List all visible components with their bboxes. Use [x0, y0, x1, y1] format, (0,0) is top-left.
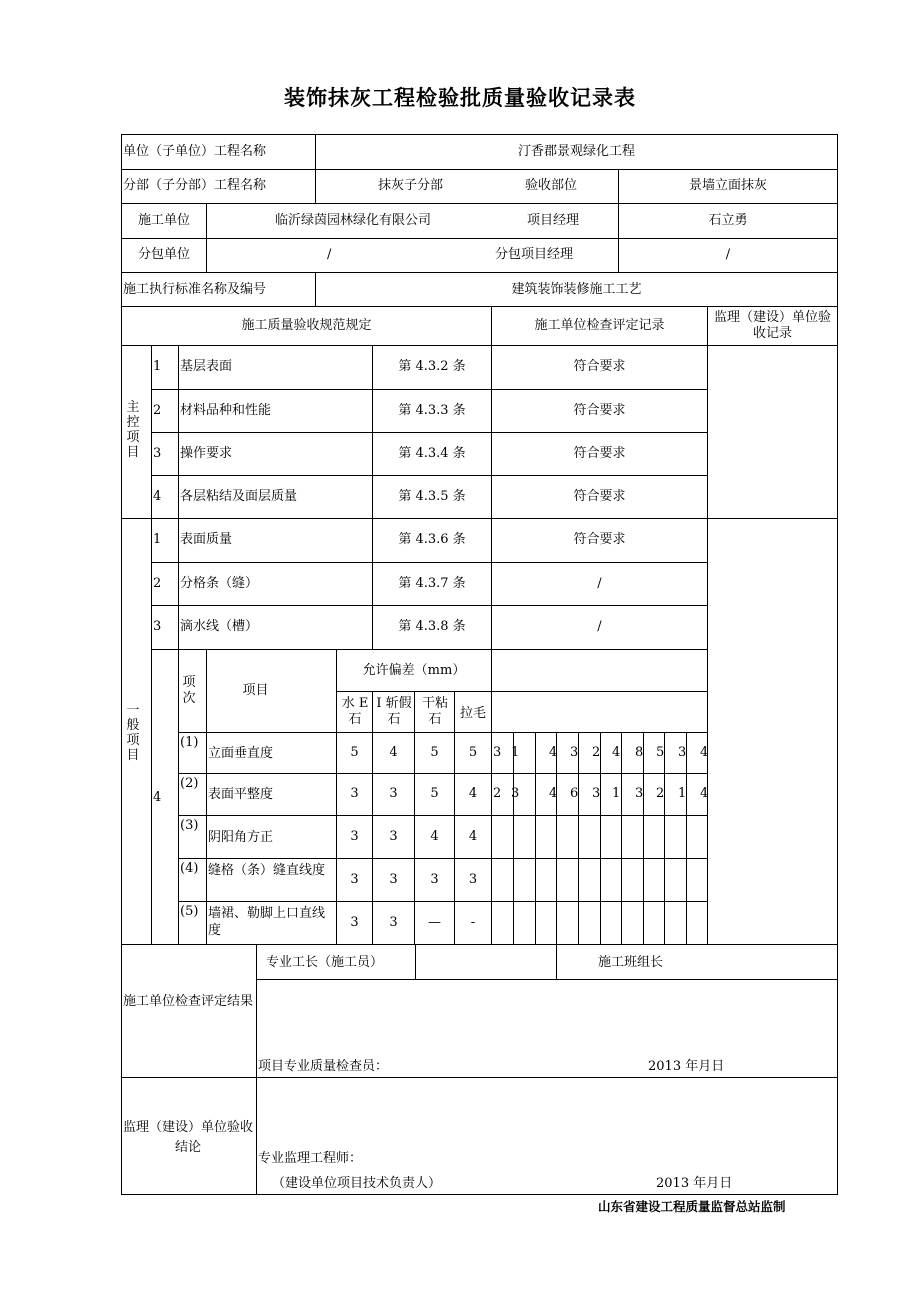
dev-col-ganzhanshi: 干粘石	[421, 696, 448, 727]
dev-row-measured: 2	[493, 786, 502, 801]
dev-item-header: 项目	[242, 683, 269, 698]
dev-row-measured: 3	[570, 745, 579, 760]
construction-result-date: 2013 年月日	[648, 1059, 725, 1074]
page-title: 装饰抹灰工程检验批质量验收记录表	[284, 86, 636, 110]
dev-allow-header: 允许偏差（mm）	[362, 663, 466, 678]
acceptance-part-label: 验收部位	[525, 178, 578, 193]
foreman-label: 专业工长（施工员）	[266, 955, 384, 970]
main-item-result: 符合要求	[573, 446, 626, 461]
main-item-clause: 第 4.3.2 条	[398, 359, 466, 374]
dev-row-measured: 3	[635, 786, 644, 801]
footer-note: 山东省建设工程质量监督总站监制	[598, 1199, 786, 1214]
general-item-number: 1	[153, 532, 162, 547]
subcontract-unit-label: 分包单位	[137, 247, 190, 262]
dev-row-measured: 5	[656, 745, 665, 760]
dev-row-allowance: 3	[389, 829, 398, 844]
standard-label: 施工执行标准名称及编号	[123, 282, 267, 297]
general-item-result: /	[597, 619, 602, 634]
dev-row-measured: 3	[592, 786, 601, 801]
dev-row-measured: 1	[678, 786, 687, 801]
dev-row-allowance: 3	[389, 915, 398, 930]
main-item-name: 材料品种和性能	[180, 403, 272, 418]
dev-row-seq: (3)	[180, 818, 199, 833]
unit-name-label: 单位（子单位）工程名称	[123, 144, 267, 159]
acceptance-part-value: 景墙立面抹灰	[688, 178, 767, 193]
dev-row-allowance: 4	[468, 786, 478, 801]
sub-division-label: 分部（子分部）工程名称	[123, 178, 267, 193]
team-leader-label: 施工班组长	[598, 955, 664, 970]
general-items-label: 一般项目	[126, 703, 140, 763]
subcontract-pm-label: 分包项目经理	[495, 247, 574, 262]
dev-row-measured: 6	[570, 786, 579, 801]
main-item-result: 符合要求	[573, 359, 626, 374]
dev-row-measured: 1	[511, 745, 520, 760]
dev-row-measured: 2	[656, 786, 665, 801]
general-item-number: 2	[153, 576, 162, 591]
dev-row-name: 缝格（条）缝直线度	[208, 863, 326, 878]
dev-row-allowance: 3	[350, 786, 359, 801]
general-item-number: 3	[153, 619, 162, 634]
general-item-name: 分格条（缝）	[180, 576, 259, 591]
dev-row-allowance: 4	[389, 745, 398, 760]
dev-row-measured: 4	[612, 745, 621, 760]
dev-row-name: 墙裙、勒脚上口直线度	[208, 906, 326, 938]
supervision-result-label: 监理（建设）单位验收结论	[123, 1120, 254, 1155]
supervision-engineer-label: 专业监理工程师：	[258, 1151, 363, 1166]
dev-row-allowance: 3	[389, 872, 398, 887]
dev-row-measured: 2	[592, 745, 601, 760]
spec-heading: 施工质量验收规范规定	[241, 318, 372, 333]
dev-row-allowance: 5	[430, 786, 439, 801]
dev-row-allowance: -	[470, 915, 476, 930]
general-item-4-number: 4	[153, 790, 162, 805]
main-item-number: 1	[153, 359, 162, 374]
construction-result-label: 施工单位检查评定结果	[123, 994, 254, 1009]
dev-row-name: 立面垂直度	[208, 746, 274, 761]
dev-row-allowance: 5	[468, 745, 478, 760]
dev-row-allowance: 3	[389, 786, 398, 801]
dev-row-seq: (1)	[180, 735, 199, 750]
dev-row-allowance: 3	[350, 829, 359, 844]
general-item-clause: 第 4.3.6 条	[398, 532, 466, 547]
dev-row-allowance: —	[428, 915, 441, 930]
supervision-result-date: 2013 年月日	[656, 1176, 733, 1191]
dev-row-seq: (5)	[180, 904, 199, 919]
main-item-number: 2	[153, 403, 162, 418]
dev-row-measured: 1	[612, 786, 621, 801]
dev-row-allowance: 3	[350, 872, 359, 887]
dev-row-measured: 3	[511, 786, 520, 801]
construction-unit-label: 施工单位	[137, 213, 190, 228]
main-item-name: 操作要求	[180, 446, 233, 461]
general-item-result: 符合要求	[573, 532, 626, 547]
dev-row-allowance: 3	[468, 872, 478, 887]
standard-value: 建筑装饰装修施工工艺	[511, 282, 642, 297]
general-item-name: 表面质量	[180, 532, 233, 547]
dev-row-measured: 4	[700, 786, 709, 801]
dev-row-allowance: 4	[468, 829, 478, 844]
dev-seq-header: 项次	[182, 675, 196, 706]
dev-col-lamao: 拉毛	[459, 706, 486, 721]
dev-row-name: 阴阳角方正	[208, 830, 274, 845]
subcontract-unit-value: /	[327, 247, 332, 262]
dev-col-zhanjiashi: I 斩假石	[376, 696, 412, 727]
dev-row-seq: (2)	[180, 776, 199, 791]
dev-row-name: 表面平整度	[208, 787, 274, 802]
main-item-result: 符合要求	[573, 403, 626, 418]
main-item-number: 3	[153, 446, 162, 461]
construction-unit-value: 临沂绿茵园林绿化有限公司	[275, 213, 432, 228]
main-item-clause: 第 4.3.5 条	[398, 489, 466, 504]
main-item-name: 各层粘结及面层质量	[180, 489, 298, 504]
project-manager-value: 石立勇	[708, 213, 748, 228]
unit-name-value: 汀香郡景观绿化工程	[517, 144, 635, 159]
dev-row-measured: 4	[700, 745, 709, 760]
quality-inspector-label: 项目专业质量检查员：	[258, 1059, 389, 1074]
dev-row-seq: (4)	[180, 861, 199, 876]
project-manager-label: 项目经理	[527, 213, 580, 228]
dev-row-allowance: 3	[430, 872, 439, 887]
dev-row-measured: 3	[678, 745, 687, 760]
general-item-clause: 第 4.3.8 条	[398, 619, 466, 634]
dev-row-measured: 8	[635, 745, 644, 760]
record-heading: 施工单位检查评定记录	[534, 318, 665, 333]
general-item-clause: 第 4.3.7 条	[398, 576, 466, 591]
dev-row-allowance: 4	[430, 829, 439, 844]
dev-row-allowance: 5	[350, 745, 359, 760]
dev-row-allowance: 3	[350, 915, 359, 930]
owner-tech-lead-label: （建设单位项目技术负责人）	[272, 1176, 442, 1191]
main-item-result: 符合要求	[573, 489, 626, 504]
dev-row-allowance: 5	[430, 745, 439, 760]
subcontract-pm-value: /	[725, 247, 731, 262]
main-control-label: 主控项目	[126, 400, 140, 460]
sub-division-value: 抹灰子分部	[378, 178, 444, 193]
general-item-name: 滴水线（槽）	[180, 619, 259, 634]
main-item-number: 4	[153, 489, 162, 504]
dev-col-shuimoshi: 水 E 石	[341, 696, 369, 727]
dev-row-measured: 3	[493, 745, 502, 760]
main-item-clause: 第 4.3.4 条	[398, 446, 466, 461]
general-item-result: /	[597, 576, 602, 591]
supervision-heading: 监理（建设）单位验收记录	[713, 310, 831, 341]
dev-row-measured: 4	[549, 745, 558, 760]
main-item-clause: 第 4.3.3 条	[398, 403, 466, 418]
dev-row-measured: 4	[549, 786, 558, 801]
main-item-name: 基层表面	[180, 359, 233, 374]
